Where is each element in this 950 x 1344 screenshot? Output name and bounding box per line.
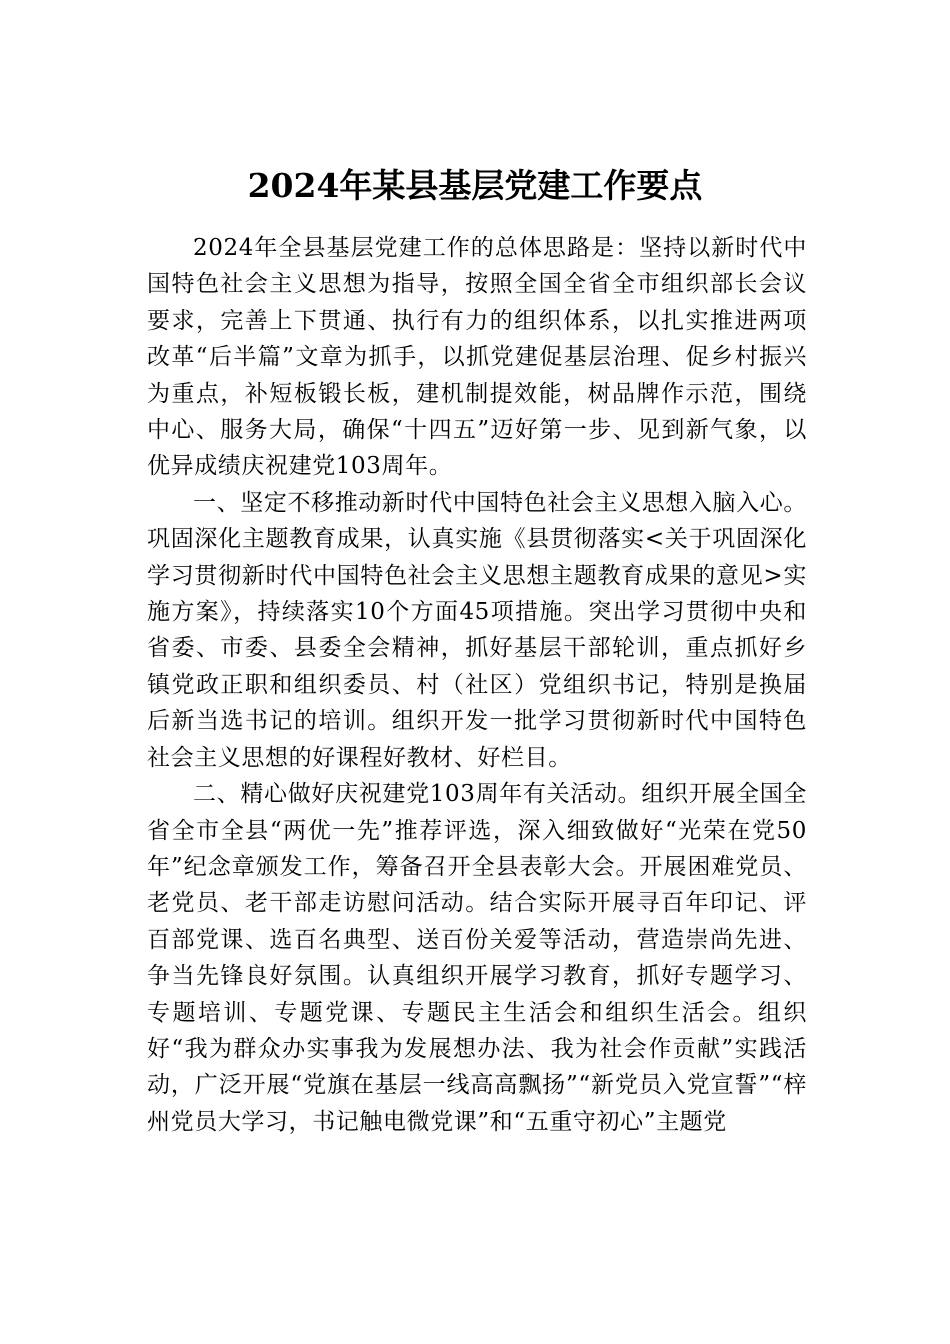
document-title: 2024年某县基层党建工作要点 [247,166,703,205]
document-body [147,230,807,1140]
paragraph-section-2: 二、精心做好庆祝建党103周年有关活动。组织开展全国全省全市全县“两优一先”推荐评选，深入细致做好“光荣在党50年”纪念章颁发工作，筹备召开全县表彰大会。开展困难党员、老党员、老干部走访慰问活动。结合实际开展寻百年印记、评百部党课、选百名典型、送百份关爱等活动，营造崇尚先进、争当先锋良好氛围。认真组织开展学习教育，抓好专题学习、专题培训、专题党课、专题民主生活会和组织生活会。组织好“我为群众办实事我为发展想办法、我为社会作贡献”实践活动，广泛开展“党旗在基层一线高高飘扬”“新党员入党宣誓”“梓州党员大学习，书记触电微党课”和“五重守初心”主题党 [147,781,807,1135]
paragraph-intro: 2024年全县基层党建工作的总体思路是：坚持以新时代中国特色社会主义思想为指导，按照全国全省全市组织部长会议要求，完善上下贯通、执行有力的组织体系，以扎实推进两项改革“后半篇”文章为抓手，以抓党建促基层治理、促乡村振兴为重点，补短板锻长板，建机制提效能，树品牌作示范，围绕中心、服务大局，确保“十四五”迈好第一步、见到新气象，以优异成绩庆祝建党103周年。 [147,235,807,480]
paragraph-section-1: 一、坚定不移推动新时代中国特色社会主义思想入脑入心。巩固深化主题教育成果，认真实施《县贯彻落实<关于巩固深化学习贯彻新时代中国特色社会主义思想主题教育成果的意见>实施方案》，持续落实10个方面45项措施。突出学习贯彻中央和省委、市委、县委全会精神，抓好基层干部轮训，重点抓好乡镇党政正职和组织委员、村（社区）党组织书记，特别是换届后新当选书记的培训。组织开发一批学习贯彻新时代中国特色社会主义思想的好课程好教材、好栏目。 [147,489,807,771]
